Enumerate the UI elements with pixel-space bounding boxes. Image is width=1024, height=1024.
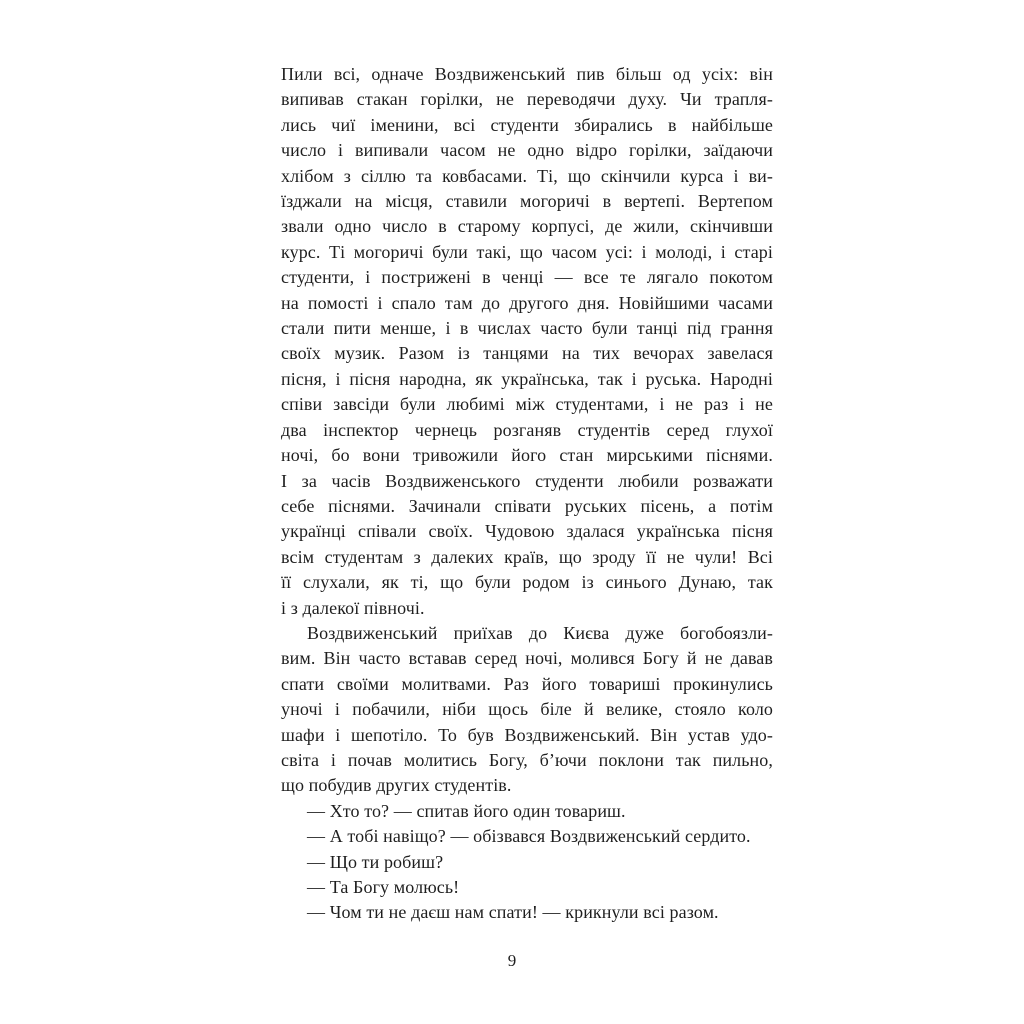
text-line: стали пити менше, і в числах часто були танці під грання: [281, 318, 773, 339]
text-line: всім студентам з далеких країв, що зроду її не чули! Всі: [281, 546, 773, 567]
page-number: 9: [507, 951, 517, 970]
text-line: і з далекої півночі.: [281, 597, 425, 618]
text-line: — Хто то? — спитав його один товариш.: [307, 800, 626, 821]
text-line: українці співали своїх. Чудовою здалася українська пісня: [281, 521, 773, 542]
text-line: — Що ти робиш?: [307, 851, 444, 872]
text-line: випивав стакан горілки, не переводячи духу. Чи трапля-: [281, 89, 773, 110]
text-line: спати своїми молитвами. Раз його товариші прокинулись: [281, 673, 773, 694]
text-line: її слухали, як ті, що були родом із синього Дунаю, так: [281, 572, 773, 593]
dialogue-line: [281, 824, 773, 849]
text-line: І за часів Воздвиженського студенти любили розважати: [281, 470, 773, 491]
paragraph: [281, 62, 773, 621]
text-line: — Чом ти не даєш нам спати! — крикнули всі разом.: [307, 902, 719, 923]
text-line: число і випивали часом не одно відро горілки, заїдаючи: [281, 140, 773, 161]
text-line: на помості і спало там до другого дня. Новійшими часами: [281, 292, 773, 313]
dialogue-line: [281, 900, 773, 925]
text-line: — А тобі навіщо? — обізвався Воздвиженський сердито.: [307, 826, 751, 847]
text-line: світа і почав молитись Богу, б’ючи поклони так пильно,: [281, 749, 773, 770]
text-line: студенти, і пострижені в ченці — все те лягало покотом: [281, 267, 773, 288]
text-line: що побудив других студентів.: [281, 775, 512, 796]
dialogue-line: [281, 850, 773, 875]
text-line: уночі і побачили, ніби щось біле й велике, стояло коло: [281, 699, 773, 720]
dialogue-line: [281, 875, 773, 900]
text-line: співи завсіди були любимі між студентами, і не раз і не: [281, 394, 773, 415]
text-line: Пили всі, одначе Воздвиженський пив більш од усіх: він: [281, 64, 773, 84]
text-line: лись чиї іменини, всі студенти збирались в найбільше: [281, 114, 773, 135]
text-line: хлібом з сіллю та ковбасами. Ті, що скінчили курса і ви-: [281, 165, 773, 186]
dialogue-line: [281, 799, 773, 824]
text-line: шафи і шепотіло. То був Воздвиженський. Він устав удо-: [281, 724, 773, 745]
text-line: ночі, бо вони тривожили його стан мирськими піснями.: [281, 445, 773, 466]
text-block: [281, 62, 773, 926]
text-line: вим. Він часто вставав серед ночі, молився Богу й не давав: [281, 648, 773, 669]
text-line: пісня, і пісня народна, як українська, так і руська. Народні: [281, 368, 773, 389]
text-line: два інспектор чернець розганяв студентів серед глухої: [281, 419, 773, 440]
paragraph: [281, 621, 773, 799]
text-line: своїх музик. Разом із танцями на тих вечорах завелася: [281, 343, 773, 364]
text-line: курс. Ті могоричі були такі, що часом усі: і молоді, і старі: [281, 241, 773, 262]
text-line: їзджали на місця, ставили могоричі в вертепі. Вертепом: [281, 191, 773, 212]
text-line: звали одно число в старому корпусі, де жили, скінчивши: [281, 216, 773, 237]
text-line: Воздвиженський приїхав до Києва дуже богобоязли-: [307, 622, 773, 643]
text-line: — Та Богу молюсь!: [307, 877, 460, 897]
text-line: себе піснями. Зачинали співати руських пісень, а потім: [281, 495, 773, 516]
